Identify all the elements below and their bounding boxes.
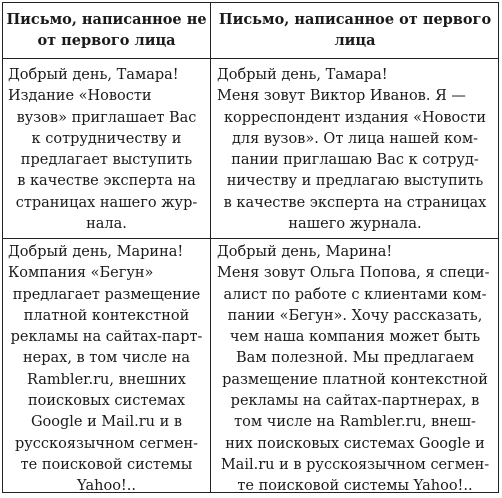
header-third-person: Письмо, написанное не от первого лица [6,11,207,49]
column-divider [210,3,211,492]
header-first-person: Письмо, написанное от первого лица [218,11,492,49]
row1-first-person: Добрый день, Тамара! Меня зовут Виктор Иванов. Я — корреспондент издания «Новости для вузов». От лица нашей ком- пании приглашаю Вас к сотруд- ничеству и предлагаю выступить в качестве эксперта на страницах нашего журнала. [217,67,487,233]
row-divider [3,238,498,239]
row2-third-person: Добрый день, Марина! Компания «Бегун» предлагает размещение платной контекстной рекламы на сайтах-парт- нерах, в том числе на Rambler.ru, внешних поисковых системах Google и Mail.ru и в русскоязычном сегмен- те поисковой системы Yahoo!.. [8,244,203,495]
row1-third-person: Добрый день, Тамара! Издание «Новости вузов» приглашает Вас к сотрудничеству и предлагает выступить в качестве эксперта на страницах нашего жур- нала. [8,67,198,233]
row2-first-person: Добрый день, Марина! Меня зовут Ольга Попова, я специ- алист по работе с клиентами ком- пании «Бегун». Хочу рассказать, чем наша компания может быть Вам полезной. Мы предлагаем размещение платной контекстной рекламы на сайтах-партнерах, в том числе на Rambler.ru, внеш- них поисковых системах Google и Mail.ru и в русскоязычном сегмен- те поисковой системы Yahoo!.. [217,244,490,495]
comparison-table [2,2,499,493]
header-divider [3,58,498,59]
